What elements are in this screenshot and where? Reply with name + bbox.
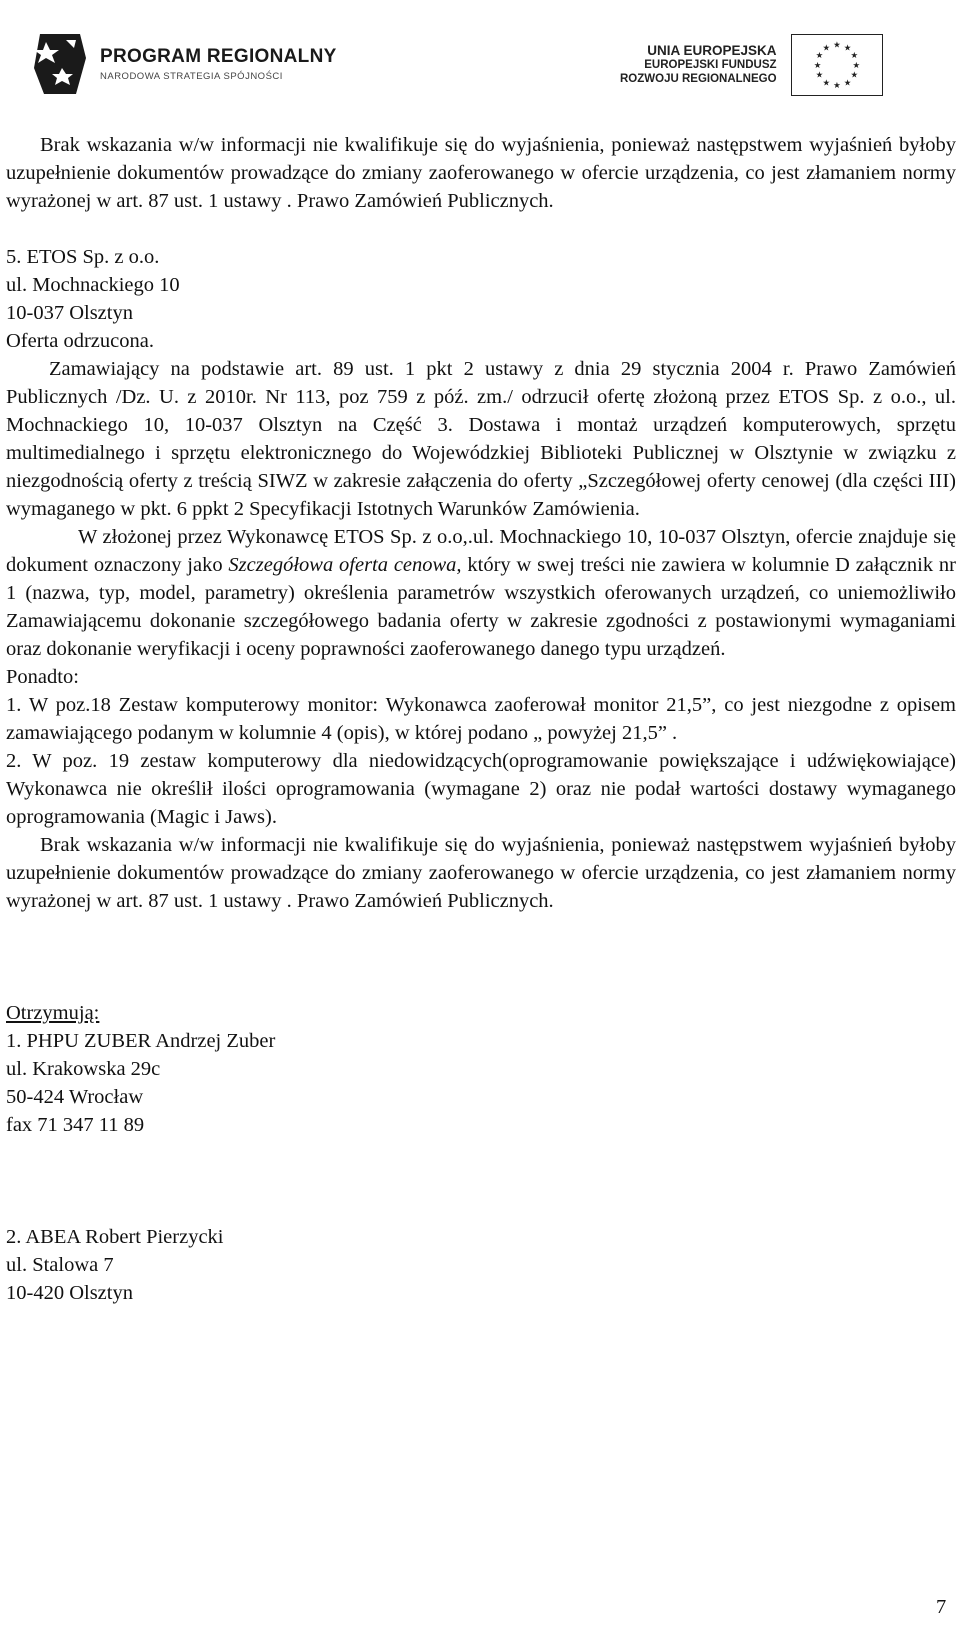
company-street: ul. Mochnackiego 10 <box>6 274 180 296</box>
svg-text:★: ★ <box>821 77 830 88</box>
document-title-italic: Szczegółowa oferta cenowa, <box>228 554 462 576</box>
recipient-1-city: 50-424 Wrocław <box>6 1086 144 1108</box>
list-item-1: 1. W poz.18 Zestaw komputerowy monitor: Wykonawca zaoferował monitor 21,5”, co jest niezgodne z opisem zamawiającego podanym w kolumnie 4 (opis), w której podano „ powyżej 21,5” . <box>6 694 956 744</box>
svg-text:★: ★ <box>815 69 824 80</box>
logo-subtitle: NARODOWA STRATEGIA SPÓJNOŚCI <box>100 71 283 82</box>
page-number: 7 <box>936 1596 947 1618</box>
list-item-2: 2. W poz. 19 zestaw komputerowy dla niedowidzących(oprogramowanie powiększające i udźwiękowiające) Wykonawca nie określił ilości oprogramowania (wymagane 2) oraz nie podał wartości dostawy wymaganego oprogramowania (Magic i Jaws). <box>6 750 956 828</box>
recipient-2-street: ul. Stalowa 7 <box>6 1254 114 1276</box>
recipient-1-name: 1. PHPU ZUBER Andrzej Zuber <box>6 1030 276 1052</box>
eu-logo-line3: ROZWOJU REGIONALNEGO <box>620 73 777 85</box>
company-name: 5. ETOS Sp. z o.o. <box>6 246 160 268</box>
recipient-1-fax: fax 71 347 11 89 <box>6 1114 145 1136</box>
recipient-2-name: 2. ABEA Robert Pierzycki <box>6 1226 224 1248</box>
eu-fund-logo <box>620 34 883 96</box>
paragraph-brak-wskazania-2: Brak wskazania w/w informacji nie kwalifikuje się do wyjaśnienia, ponieważ następstwem wyjaśnień byłoby uzupełnienie dokumentów prowadzące do zmiany zaoferowanego w ofercie urządzenia, co jest złamaniem normy wyrażonej w art. 87 ust. 1 ustawy . Prawo Zamówień Publicznych. <box>6 834 956 912</box>
svg-text:★: ★ <box>813 59 822 70</box>
svg-text:★: ★ <box>850 69 858 80</box>
paragraph-rejection-basis: Zamawiający na podstawie art. 89 ust. 1 pkt 2 ustawy z dnia 29 stycznia 2004 r. Prawo Zamówień Publicznych /Dz. U. z 2010r. Nr 113, poz 759 z póź. zm./ odrzucił ofertę złożoną przez ETOS Sp. z o.o., ul. Mochnackiego 10, 10-037 Olsztyn na Część 3. Dostawa i montaż urządzeń komputerowych, sprzętu multimedialnego i sprzętu elektronicznego do Wojewódzkiej Biblioteki Publicznej w Olsztynie w związku z niezgodnością oferty z treścią SIWZ w zakresie załączenia do oferty „Szczegółowej oferty cenowej (dla części III) wymaganego w pkt. 6 ppkt 2 Specyfikacji Istotnych Warunków Zamówienia. <box>6 358 956 520</box>
offer-rejected: Oferta odrzucona. <box>6 330 154 352</box>
document-body <box>6 131 956 1307</box>
svg-text:★: ★ <box>851 59 860 70</box>
recipients-heading: Otrzymują: <box>6 1002 100 1024</box>
svg-text:★: ★ <box>843 77 852 88</box>
logo-title: PROGRAM REGIONALNY <box>100 46 337 67</box>
svg-text:★: ★ <box>821 42 830 53</box>
eu-logo-line2: EUROPEJSKI FUNDUSZ <box>644 59 777 71</box>
eu-flag-icon <box>791 34 883 96</box>
paragraph-brak-wskazania-1: Brak wskazania w/w informacji nie kwalifikuje się do wyjaśnienia, ponieważ następstwem wyjaśnień byłoby uzupełnienie dokumentów prowadzące do zmiany zaoferowanego w ofercie urządzenia, co jest złamaniem normy wyrażonej w art. 87 ust. 1 ustawy . Prawo Zamówień Publicznych. <box>6 134 956 212</box>
svg-text:★: ★ <box>815 50 824 61</box>
svg-text:★: ★ <box>843 42 852 53</box>
company-city: 10-037 Olsztyn <box>6 302 133 324</box>
recipient-1-street: ul. Krakowska 29c <box>6 1058 161 1080</box>
program-regionalny-logo <box>26 24 337 104</box>
program-regionalny-emblem-icon <box>26 28 92 100</box>
recipient-2-city: 10-420 Olsztyn <box>6 1282 133 1304</box>
eu-logo-line1: UNIA EUROPEJSKA <box>647 43 777 58</box>
svg-text:★: ★ <box>850 50 858 61</box>
paragraph-offer-details: W złożonej przez Wykonawcę ETOS Sp. z o.o,.ul. Mochnackiego 10, 10-037 Olsztyn, ofercie znajduje się dokument oznaczony jako Szczegółowa oferta cenowa, który w swej treści nie zawiera w kolumnie D załącznik nr 1 (nazwa, typ, model, parametry) określenia parametrów wszystkich oferowanych urządzeń, co uniemożliwiło Zamawiającemu dokonanie szczegółowego badania oferty w zakresie zgodności z postawionymi wymaganiami oraz dokonanie weryfikacji i oceny poprawności zaoferowanego danego typu urządzeń. <box>6 526 956 660</box>
page-header <box>0 0 960 130</box>
svg-text:★: ★ <box>832 39 841 50</box>
svg-text:★: ★ <box>832 80 841 91</box>
ponadto-label: Ponadto: <box>6 666 79 688</box>
